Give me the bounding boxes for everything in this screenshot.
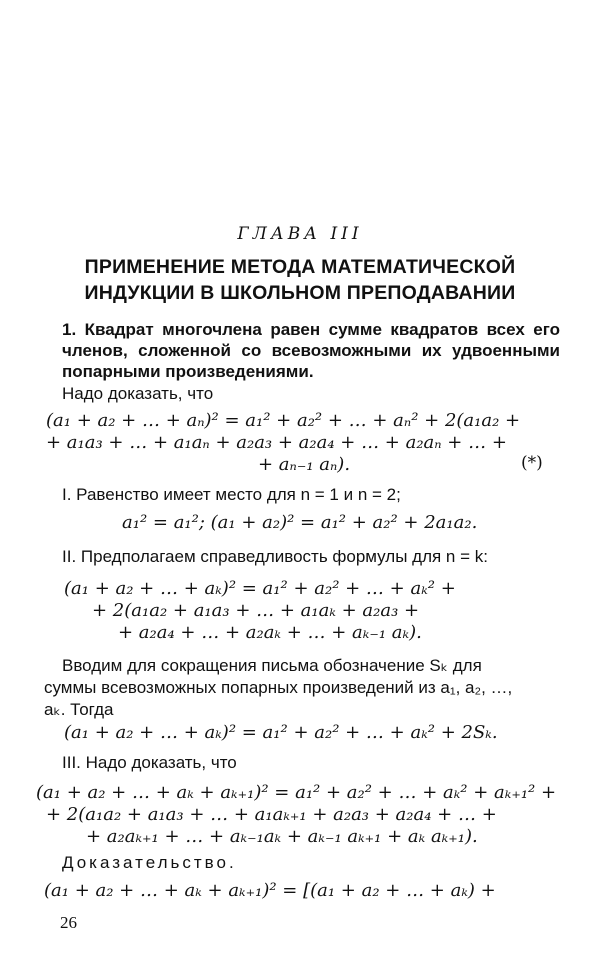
- formula-main-line-2: + a₁a₃ + … + a₁aₙ + a₂a₃ + a₂a₄ + … + a₂aₙ + … +: [46, 432, 507, 453]
- step-two-formula-line-2: + 2(a₁a₂ + a₁a₃ + … + a₁aₖ + a₂a₃ +: [92, 600, 420, 621]
- section-heading: 1. Квадрат многочлена равен сумме квадратов всех его членов, сложенной со всевозможными их удвоенными попарными произведениями.: [62, 320, 560, 381]
- step-one-formula: a₁² = a₁²; (a₁ + a₂)² = a₁² + a₂² + 2a₁a₂.: [122, 512, 478, 533]
- intro-sk-line-2: суммы всевозможных попарных произведений из a₁, a₂, …,: [44, 678, 513, 697]
- need-prove-text: Надо доказать, что: [62, 384, 214, 403]
- step-three-formula-line-2: + 2(a₁a₂ + a₁a₃ + … + a₁aₖ₊₁ + a₂a₃ + a₂a₄ + … +: [46, 804, 497, 825]
- formula-main-line-3: + aₙ₋₁ aₙ).: [258, 454, 351, 475]
- intro-sk-line-1: Вводим для сокращения письма обозначение Sₖ для: [62, 656, 482, 675]
- step-two-formula-line-3: + a₂a₄ + … + a₂aₖ + … + aₖ₋₁ aₖ).: [118, 622, 422, 643]
- step-three-formula-line-1: (a₁ + a₂ + … + aₖ + aₖ₊₁)² = a₁² + a₂² + … + aₖ² + aₖ₊₁² +: [36, 782, 557, 803]
- chapter-title-line-1: ПРИМЕНЕНИЕ МЕТОДА МАТЕМАТИЧЕСКОЙ: [84, 256, 516, 278]
- formula-main-line-1: (a₁ + a₂ + … + aₙ)² = a₁² + a₂² + … + aₙ² + 2(a₁a₂ +: [46, 410, 521, 431]
- sk-formula: (a₁ + a₂ + … + aₖ)² = a₁² + a₂² + … + aₖ² + 2Sₖ.: [64, 722, 498, 743]
- formula-star-label: (*): [521, 453, 543, 473]
- chapter-title-line-2: ИНДУКЦИИ В ШКОЛЬНОМ ПРЕПОДАВАНИИ: [84, 282, 516, 304]
- step-one-text: I. Равенство имеет место для n = 1 и n = 2;: [62, 485, 401, 504]
- step-three-formula-line-3: + a₂aₖ₊₁ + … + aₖ₋₁aₖ + aₖ₋₁ aₖ₊₁ + aₖ aₖ₊₁).: [86, 826, 478, 847]
- intro-sk-line-3: aₖ. Тогда: [44, 700, 114, 719]
- proof-label: Доказательство.: [62, 853, 237, 872]
- page-number: 26: [60, 913, 77, 932]
- proof-formula: (a₁ + a₂ + … + aₖ + aₖ₊₁)² = [(a₁ + a₂ + … + aₖ) +: [44, 880, 496, 901]
- step-two-formula-line-1: (a₁ + a₂ + … + aₖ)² = a₁² + a₂² + … + aₖ² +: [64, 578, 456, 599]
- step-two-text: II. Предполагаем справедливость формулы для n = k:: [62, 547, 488, 566]
- step-three-text: III. Надо доказать, что: [62, 753, 237, 772]
- chapter-heading: ГЛАВА III: [237, 224, 363, 244]
- chapter-title: [40, 254, 560, 306]
